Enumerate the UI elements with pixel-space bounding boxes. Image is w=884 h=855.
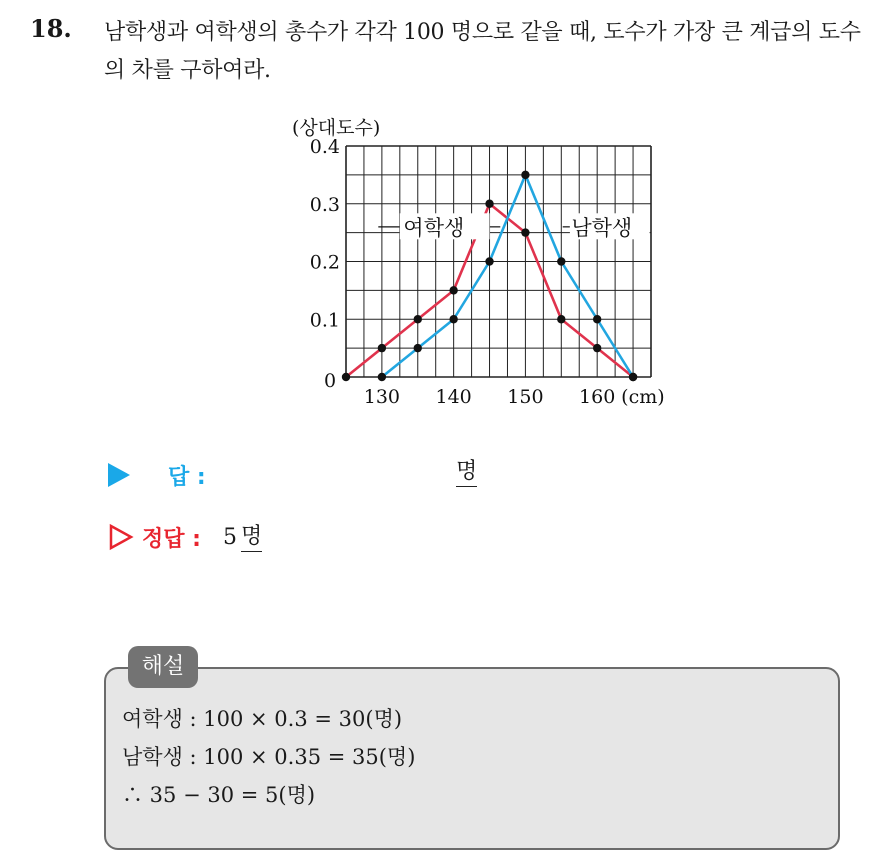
data-point bbox=[593, 344, 601, 352]
x-tick-label: 150 bbox=[507, 386, 544, 408]
chart-ticks bbox=[310, 136, 665, 408]
question-number: 18. bbox=[30, 14, 72, 43]
question-text: 남학생과 여학생의 총수가 각각 100 명으로 같을 때, 도수가 가장 큰 계급의 도수의 차를 구하여라. bbox=[104, 20, 861, 83]
correct-answer-unit: 명 bbox=[241, 523, 262, 552]
relative-frequency-chart bbox=[270, 108, 670, 418]
solution-line: 여학생 : 100 × 0.3 = 30(명) bbox=[122, 707, 403, 731]
data-point bbox=[342, 373, 350, 381]
solution-line: ∴ 35 − 30 = 5(명) bbox=[122, 783, 316, 807]
data-point bbox=[593, 315, 601, 323]
y-tick-label: 0.3 bbox=[309, 193, 340, 216]
correct-answer-row bbox=[108, 520, 262, 554]
play-icon bbox=[108, 463, 130, 487]
data-point bbox=[521, 228, 529, 236]
data-point bbox=[378, 373, 386, 381]
chart-grid bbox=[346, 146, 651, 377]
data-point bbox=[449, 286, 457, 294]
x-unit-label: (cm) bbox=[621, 386, 665, 408]
data-point bbox=[485, 257, 493, 265]
correct-answer-value: 5 bbox=[222, 524, 237, 550]
y-tick-label: 0.2 bbox=[309, 251, 340, 274]
y-axis-label: (상대도수) bbox=[292, 117, 381, 139]
data-point bbox=[414, 344, 422, 352]
y-tick-label: 0.4 bbox=[309, 136, 340, 158]
x-tick-label: 140 bbox=[435, 386, 472, 408]
solution-line: 남학생 : 100 × 0.35 = 35(명) bbox=[122, 745, 416, 769]
answer-unit: 명 bbox=[456, 458, 477, 487]
data-point bbox=[629, 373, 637, 381]
series-label-girls: 여학생 bbox=[403, 215, 465, 240]
solution-tab: 해설 bbox=[128, 646, 198, 688]
correct-answer-label: 정답 : bbox=[142, 526, 201, 552]
origin-label: 0 bbox=[323, 370, 337, 392]
x-tick-label: 160 bbox=[579, 386, 616, 408]
data-point bbox=[557, 257, 565, 265]
answer-row bbox=[108, 458, 508, 492]
series-label-boys: 남학생 bbox=[571, 215, 633, 240]
chart-series-labels bbox=[378, 213, 649, 240]
y-tick-label: 0.1 bbox=[309, 309, 340, 332]
data-point bbox=[414, 315, 422, 323]
answer-label: 답 : bbox=[168, 464, 206, 490]
data-point bbox=[378, 344, 386, 352]
data-point bbox=[485, 200, 493, 208]
data-point bbox=[521, 171, 529, 179]
solution-lines bbox=[122, 700, 415, 814]
data-point bbox=[449, 315, 457, 323]
x-tick-label: 130 bbox=[363, 386, 401, 408]
outline-play-icon bbox=[108, 523, 134, 551]
data-point bbox=[557, 315, 565, 323]
